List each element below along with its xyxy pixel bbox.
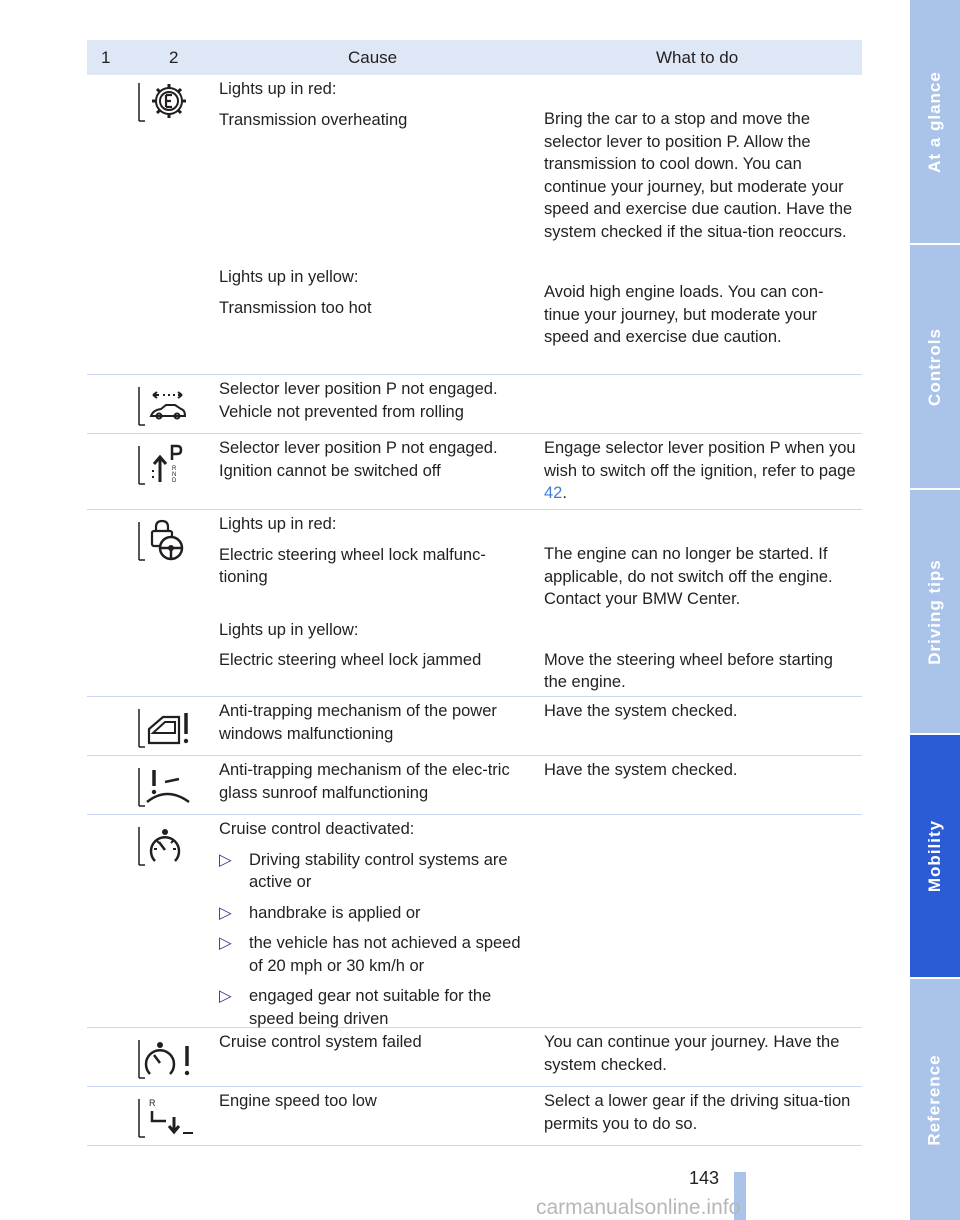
power-window-warning-icon: [135, 705, 199, 751]
cause-text: Engine speed too low: [219, 1092, 377, 1110]
indicator-table: [87, 40, 862, 1146]
sidebar-divider: [910, 977, 960, 979]
vehicle-rolling-icon: [135, 383, 199, 429]
svg-text:R: R: [172, 466, 177, 472]
cause-cell: [219, 818, 527, 1030]
cause-cell: [219, 759, 527, 804]
cause-cell: [219, 437, 527, 482]
page-number: 143: [689, 1168, 720, 1188]
todo-cell: [544, 759, 859, 782]
cause-text: Anti-trapping mechanism of the elec-tric glass sunroof malfunctioning: [219, 761, 510, 802]
todo-text: Avoid high engine loads. You can con-tinue your journey, but moderate your speed and exercise due caution.: [544, 283, 824, 346]
todo-cell: [544, 108, 859, 349]
sidebar-tab-controls[interactable]: Controls: [925, 327, 945, 406]
cause-text: Selector lever position P not engaged. Ignition cannot be switched off: [219, 439, 498, 480]
cause-text: Transmission overheating: [219, 110, 408, 129]
todo-cell: [544, 700, 859, 723]
cause-text: Lights up in red:: [219, 515, 337, 533]
todo-cell: [544, 1031, 859, 1076]
header-what-to-do: What to do: [656, 48, 739, 67]
table-row: [87, 697, 862, 756]
cause-cell: [219, 78, 527, 319]
todo-text: Engage selector lever position P when you wish to switch off the ignition, refer to page 42.: [544, 439, 856, 502]
shift-down-icon: [135, 1095, 199, 1141]
table-row: [87, 756, 862, 815]
bullet-item: ▷ Driving stability control systems are active or: [219, 849, 527, 894]
cause-text: Electric steering wheel lock malfunc-tioning: [219, 545, 486, 586]
todo-text: Move the steering wheel before starting the engine.: [544, 650, 833, 691]
cause-text: Lights up in yellow:: [219, 620, 359, 639]
selector-lever-p-icon: [135, 442, 199, 488]
cruise-control-icon: [135, 823, 199, 869]
header-col-1: 1: [101, 48, 111, 67]
todo-text: You can continue your journey. Have the system checked.: [544, 1033, 840, 1074]
cause-text: Cruise control deactivated:: [219, 820, 415, 838]
todo-text: Have the system checked.: [544, 761, 738, 779]
table-row: [87, 1028, 862, 1087]
bullet-item: ▷ the vehicle has not achieved a speed of 20 mph or 30 km/h or: [219, 932, 527, 977]
page-link[interactable]: 42: [544, 484, 563, 502]
cause-cell: [219, 1031, 527, 1054]
bullet-item: ▷ handbrake is applied or: [219, 902, 527, 925]
todo-text: Have the system checked.: [544, 702, 738, 720]
table-row: [87, 75, 862, 375]
sidebar-tab-at-a-glance[interactable]: At a glance: [925, 70, 945, 173]
svg-text:N: N: [172, 472, 177, 478]
sidebar-tab-mobility[interactable]: Mobility: [910, 735, 960, 977]
todo-cell: [544, 543, 859, 694]
table-row: [87, 510, 862, 697]
cause-text: Cruise control system failed: [219, 1033, 422, 1051]
watermark: carmanualsonline.info: [536, 1196, 741, 1219]
todo-cell: [544, 1090, 859, 1135]
todo-text: Select a lower gear if the driving situa-tion permits you to do so.: [544, 1092, 851, 1133]
todo-text: The engine can no longer be started. If applicable, do not switch off the engine. Contact your BMW Center.: [544, 545, 833, 608]
todo-cell: [544, 437, 859, 505]
header-cause: Cause: [348, 48, 398, 67]
bullet-arrow-icon: ▷: [219, 987, 232, 1005]
bullet-item: ▷ engaged gear not suitable for the speed being driven: [219, 985, 527, 1030]
header-col-2: 2: [169, 48, 179, 67]
table-row: [87, 375, 862, 434]
shift-icon-letter: R: [149, 1098, 156, 1108]
sidebar-tab-reference[interactable]: Reference: [925, 1054, 944, 1146]
bullet-arrow-icon: ▷: [219, 903, 232, 922]
sunroof-warning-icon: [135, 764, 199, 810]
chapter-sidebar: [910, 0, 960, 1220]
cause-text: Transmission too hot: [219, 298, 372, 317]
cause-text: Electric steering wheel lock jammed: [219, 651, 482, 669]
sidebar-divider: [910, 488, 960, 490]
cause-text: Selector lever position P not engaged. Vehicle not prevented from rolling: [219, 380, 498, 421]
cause-cell: [219, 513, 527, 672]
table-row: [87, 434, 862, 510]
table-row: [87, 815, 862, 1028]
cause-text: Anti-trapping mechanism of the power windows malfunctioning: [219, 702, 497, 743]
svg-text:D: D: [172, 478, 177, 484]
todo-text: Bring the car to a stop and move the selector lever to position P. Allow the transmission to cool down. You can continue your journey, but moderate your speed and exercise due caution. Have the system checked if the situa-tion reoccurs.: [544, 110, 853, 241]
sidebar-divider: [910, 243, 960, 245]
steering-lock-icon: [135, 518, 199, 564]
transmission-gear-icon: [135, 79, 199, 125]
table-header: [87, 40, 862, 75]
sidebar-divider: [910, 733, 960, 735]
sidebar-tab-driving-tips[interactable]: Driving tips: [925, 558, 945, 665]
bullet-arrow-icon: ▷: [219, 850, 232, 869]
cause-cell: [219, 1090, 527, 1113]
cause-text: Lights up in red:: [219, 80, 337, 98]
cause-cell: [219, 378, 527, 423]
bullet-arrow-icon: ▷: [219, 934, 232, 952]
table-row: [87, 1087, 862, 1146]
cause-cell: [219, 700, 527, 745]
cruise-control-failure-icon: [135, 1036, 199, 1082]
cause-text: Lights up in yellow:: [219, 268, 359, 286]
